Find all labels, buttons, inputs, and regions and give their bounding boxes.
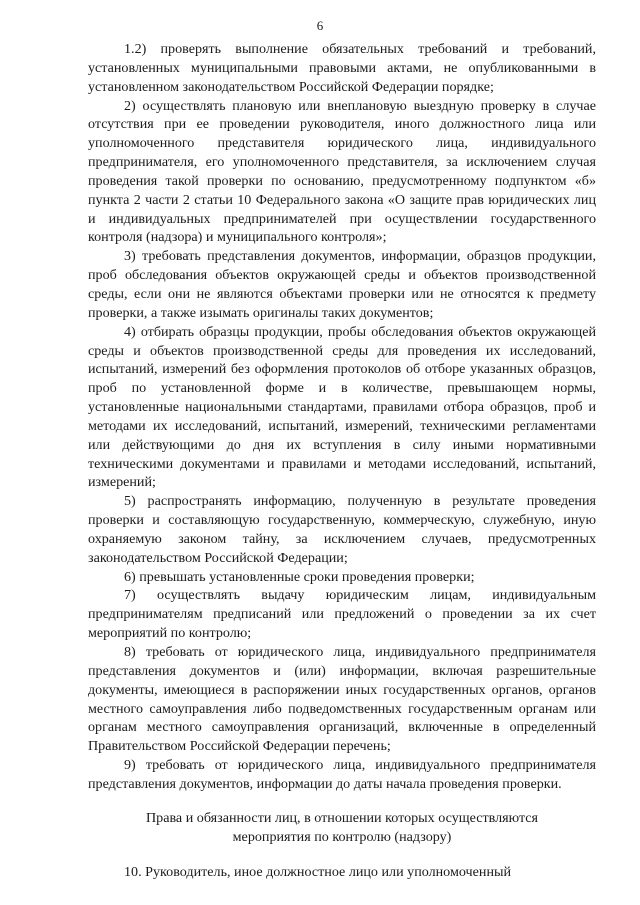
paragraph-10: 10. Руководитель, иное должностное лицо или уполномоченный [124,863,511,880]
section-heading-line-2: мероприятия по контролю (надзору) [232,828,452,845]
page-number: 6 [316,18,324,33]
paragraph-6: 6) превышать установленные сроки проведения проверки; [124,568,475,585]
paragraph-5: 5) распространять информацию, полученную в результате проведения проверки и составляющую государственную, коммерческую, служебную, иную охраняемую законом тайну, за исключением случаев, предусмотренных законодательством Российской Федерации; [88,493,596,566]
paragraph-3: 3) требовать представления документов, информации, образцов продукции, проб обследования объектов окружающей среды и объектов производственной среды, если они не являются объектами проверки или не относятся к предмету проверки, а также изымать оригиналы таких документов; [88,248,596,321]
paragraph-9: 9) требовать от юридического лица, индивидуального предпринимателя представления документов, информации до даты начала проведения проверки. [88,757,596,792]
paragraph-2: 2) осуществлять плановую или внеплановую выездную проверку в случае отсутствия при ее проведении руководителя, иного должностного лица или уполномоченного представителя юридического лица, индивидуального предпринимателя, его уполномоченного представителя, за исключением случая проведения такой проверки по основанию, предусмотренному подпунктом «б» пункта 2 части 2 статьи 10 Федерального закона «О защите прав юридических лиц и индивидуальных предпринимателей при осуществлении государственного контроля (надзора) и муниципального контроля»; [88,97,596,246]
section-heading-line-1: Права и обязанности лиц, в отношении которых осуществляются [145,809,539,826]
document-body [88,40,596,882]
paragraph-1-2: 1.2) проверять выполнение обязательных требований и требований, установленных муниципальными правовыми актами, не опубликованными в установленном законодательством Российской Федерации порядке; [88,41,596,95]
paragraph-7: 7) осуществлять выдачу юридическим лицам, индивидуальным предпринимателям предписаний или предложений о проведении за их счет мероприятий по контролю; [88,587,596,642]
paragraph-8: 8) требовать от юридического лица, индивидуального предпринимателя представления документов и (или) информации, включая разрешительные документы, имеющиеся в распоряжении иных государственных органов, органов местного самоуправления либо подведомственных государственным органам или органам местного самоуправления организаций, включенные в определенный Правительством Российской Федерации перечень; [88,644,596,755]
paragraph-4: 4) отбирать образцы продукции, пробы обследования объектов окружающей среды и объектов производственной среды для проведения их исследований, испытаний, измерений без оформления протоколов об отборе указанных образцов, проб по установленной форме и в количестве, превышающем нормы, установленные национальными стандартами, правилами отбора образцов, проб и методами их исследований, испытаний, измерений, техническими регламентами или действующими до дня их вступления в силу иными нормативными техническими документами и правилами и методами исследований, испытаний, измерений; [88,323,596,491]
section-heading [88,809,596,847]
